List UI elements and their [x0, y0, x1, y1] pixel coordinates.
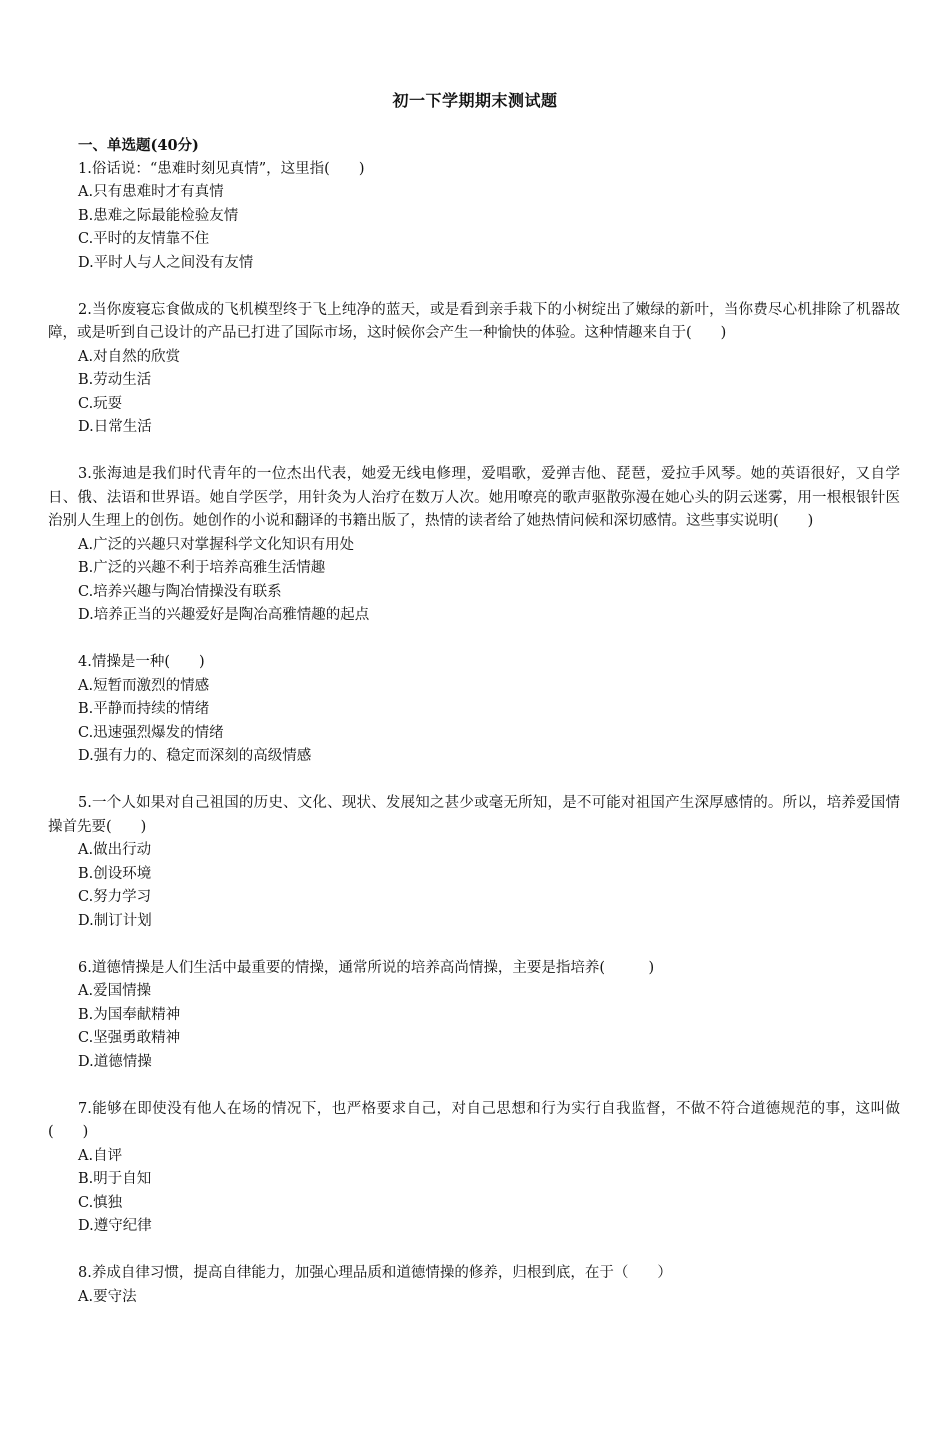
option-d: D.培养正当的兴趣爱好是陶冶高雅情趣的起点 [78, 607, 370, 623]
option-a: A.爱国情操 [78, 983, 152, 999]
option-a: A.对自然的欣赏 [78, 348, 181, 365]
option-c: C.培养兴趣与陶冶情操没有联系 [78, 583, 282, 600]
option-b: B.为国奉献精神 [78, 1006, 181, 1023]
question-2 [48, 299, 900, 440]
option-d: D.日常生活 [78, 419, 152, 435]
option-a: A.短暂而激烈的情感 [78, 677, 210, 694]
option-c: C.玩耍 [78, 395, 123, 412]
option-d: D.道德情操 [78, 1053, 152, 1070]
question-text: 7.能够在即使没有他人在场的情况下，也严格要求自己，对自己思想和行为实行自我监督，不做不符合道德规范的事，这叫做( ) [48, 1100, 900, 1140]
question-3 [48, 463, 900, 628]
option-d: D.平时人与人之间没有友情 [78, 254, 254, 271]
exam-content [48, 134, 900, 1333]
option-c: C.慎独 [78, 1194, 123, 1211]
question-8 [48, 1262, 900, 1309]
question-text: 5.一个人如果对自己祖国的历史、文化、现状、发展知之甚少或毫无所知，是不可能对祖国产生深厚感情的。所以，培养爱国情操首先要( ) [48, 795, 900, 835]
option-d: D.制订计划 [78, 912, 152, 929]
page-title: 初一下学期期末测试题 [392, 91, 558, 110]
question-text: 1.俗话说：“患难时刻见真情”，这里指( ) [78, 160, 365, 177]
option-a: A.广泛的兴趣只对掌握科学文化知识有用处 [78, 536, 355, 553]
question-text: 8.养成自律习惯，提高自律能力，加强心理品质和道德情操的修养，归根到底，在于（ ） [78, 1265, 672, 1281]
option-a: A.只有患难时才有真情 [78, 184, 224, 200]
option-c: C.坚强勇敢精神 [78, 1030, 181, 1046]
question-1 [48, 158, 900, 276]
option-a: A.自评 [78, 1147, 123, 1164]
question-6 [48, 957, 900, 1075]
question-5 [48, 792, 900, 933]
section-heading: 一、单选题(40分) [78, 137, 199, 154]
option-b: B.明于自知 [78, 1171, 152, 1187]
option-c: C.平时的友情靠不住 [78, 231, 210, 247]
question-7 [48, 1098, 900, 1239]
option-c: C.迅速强烈爆发的情绪 [78, 724, 224, 741]
option-d: D.强有力的、稳定而深刻的高级情感 [78, 748, 312, 764]
question-text: 2.当你废寝忘食做成的飞机模型终于飞上纯净的蓝天，或是看到亲手栽下的小树绽出了嫩绿的新叶，当你费尽心机排除了机器故障，或是听到自己设计的产品已打进了国际市场，这时候你会产生一种愉快的体验。这种情趣来自于( ) [48, 301, 900, 341]
option-c: C.努力学习 [78, 889, 152, 905]
question-text: 4.情操是一种( ) [78, 654, 205, 670]
question-4 [48, 651, 900, 769]
option-b: B.患难之际最能检验友情 [78, 207, 239, 224]
question-text: 3.张海迪是我们时代青年的一位杰出代表，她爱无线电修理，爱唱歌，爱弹吉他、琵琶，爱拉手风琴。她的英语很好，又自学日、俄、法语和世界语。她自学医学，用针灸为人治疗在数万人次。她用嘹亮的歌声驱散弥漫在她心头的阴云迷雾，用一根根银针医治别人生理上的创伤。她创作的小说和翻译的书籍出版了，热情的读者给了她热情问候和深切感情。这些事实说明( ) [48, 466, 900, 529]
option-b: B.平静而持续的情绪 [78, 701, 210, 717]
option-b: B.劳动生活 [78, 372, 152, 388]
option-b: B.广泛的兴趣不利于培养高雅生活情趣 [78, 560, 326, 576]
option-a: A.做出行动 [78, 842, 152, 858]
option-a: A.要守法 [78, 1288, 137, 1305]
option-b: B.创设环境 [78, 865, 152, 882]
question-text: 6.道德情操是人们生活中最重要的情操，通常所说的培养高尚情操，主要是指培养( ) [78, 959, 655, 976]
option-d: D.遵守纪律 [78, 1218, 152, 1234]
